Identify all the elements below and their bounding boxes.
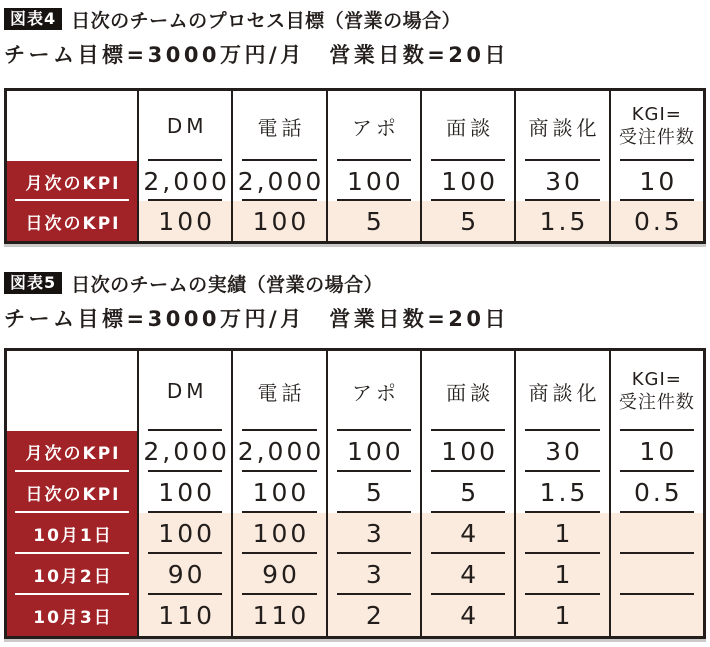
value-cell: 90: [137, 554, 231, 595]
value-cell: 2,000: [137, 431, 231, 472]
value-cell: [609, 513, 703, 554]
col-header-appointment: アポ: [326, 91, 420, 161]
value-cell: 100: [137, 201, 231, 241]
kgi-header-line1: KGI=: [631, 368, 682, 390]
value-cell: 1: [514, 513, 608, 554]
value-cell: 100: [326, 431, 420, 472]
row-label-oct2: 10月2日: [7, 554, 137, 595]
value-cell: [609, 554, 703, 595]
row-label-oct3: 10月3日: [7, 595, 137, 636]
value-cell: 10: [609, 431, 703, 472]
value-cell: 5: [326, 201, 420, 241]
value-cell: 5: [420, 201, 514, 241]
figure5-subtitle: チーム目標=3000万円/月 営業日数=20日: [4, 307, 510, 331]
value-cell: 100: [137, 513, 231, 554]
corner-cell: [7, 91, 137, 161]
kgi-header-line2: 受注件数: [618, 392, 695, 413]
value-cell: 2: [326, 595, 420, 636]
value-cell: 2,000: [231, 161, 325, 201]
col-header-kgi: [609, 91, 703, 161]
row-label-oct1: 10月1日: [7, 513, 137, 554]
value-cell: 100: [231, 513, 325, 554]
row-label-monthly-kpi: 月次のKPI: [7, 161, 137, 201]
kgi-header-line1: KGI=: [631, 103, 682, 125]
results-table: [4, 348, 706, 639]
figure4-subtitle: チーム目標=3000万円/月 営業日数=20日: [4, 43, 510, 67]
figure4-title: 日次のチームのプロセス目標（営業の場合）: [71, 9, 462, 32]
col-header-kgi: [609, 351, 703, 431]
value-cell: 1.5: [514, 472, 608, 513]
col-header-meeting: 面談: [420, 91, 514, 161]
value-cell: 100: [420, 431, 514, 472]
row-label-monthly-kpi: 月次のKPI: [7, 431, 137, 472]
value-cell: 5: [326, 472, 420, 513]
value-cell: 0.5: [609, 472, 703, 513]
value-cell: 4: [420, 595, 514, 636]
col-header-dm: DM: [137, 351, 231, 431]
value-cell: 2,000: [137, 161, 231, 201]
value-cell: 30: [514, 431, 608, 472]
value-cell: 110: [231, 595, 325, 636]
value-cell: 1: [514, 595, 608, 636]
value-cell: 1.5: [514, 201, 608, 241]
col-header-negotiation: 商談化: [514, 91, 608, 161]
figure4-heading: [4, 6, 706, 32]
figure4-badge: 図表4: [4, 8, 62, 31]
value-cell: 4: [420, 513, 514, 554]
value-cell: 3: [326, 554, 420, 595]
value-cell: 90: [231, 554, 325, 595]
col-header-negotiation: 商談化: [514, 351, 608, 431]
value-cell: 100: [137, 472, 231, 513]
row-label-daily-kpi: 日次のKPI: [7, 201, 137, 241]
process-goal-table: [4, 88, 706, 244]
value-cell: 4: [420, 554, 514, 595]
value-cell: 1: [514, 554, 608, 595]
value-cell: 5: [420, 472, 514, 513]
col-header-phone: 電話: [231, 91, 325, 161]
row-label-daily-kpi: 日次のKPI: [7, 472, 137, 513]
figure5-badge: 図表5: [4, 272, 62, 295]
value-cell: 3: [326, 513, 420, 554]
value-cell: [609, 595, 703, 636]
value-cell: 100: [231, 201, 325, 241]
value-cell: 10: [609, 161, 703, 201]
figure4-section: [4, 6, 706, 244]
col-header-dm: DM: [137, 91, 231, 161]
value-cell: 0.5: [609, 201, 703, 241]
corner-cell: [7, 351, 137, 431]
value-cell: 100: [231, 472, 325, 513]
value-cell: 100: [326, 161, 420, 201]
figure5-section: [4, 270, 706, 639]
value-cell: 2,000: [231, 431, 325, 472]
value-cell: 30: [514, 161, 608, 201]
col-header-meeting: 面談: [420, 351, 514, 431]
figure5-title: 日次のチームの実績（営業の場合）: [71, 273, 384, 296]
figure5-heading: [4, 270, 706, 296]
kgi-header-line2: 受注件数: [618, 127, 695, 148]
col-header-phone: 電話: [231, 351, 325, 431]
col-header-appointment: アポ: [326, 351, 420, 431]
value-cell: 110: [137, 595, 231, 636]
value-cell: 100: [420, 161, 514, 201]
